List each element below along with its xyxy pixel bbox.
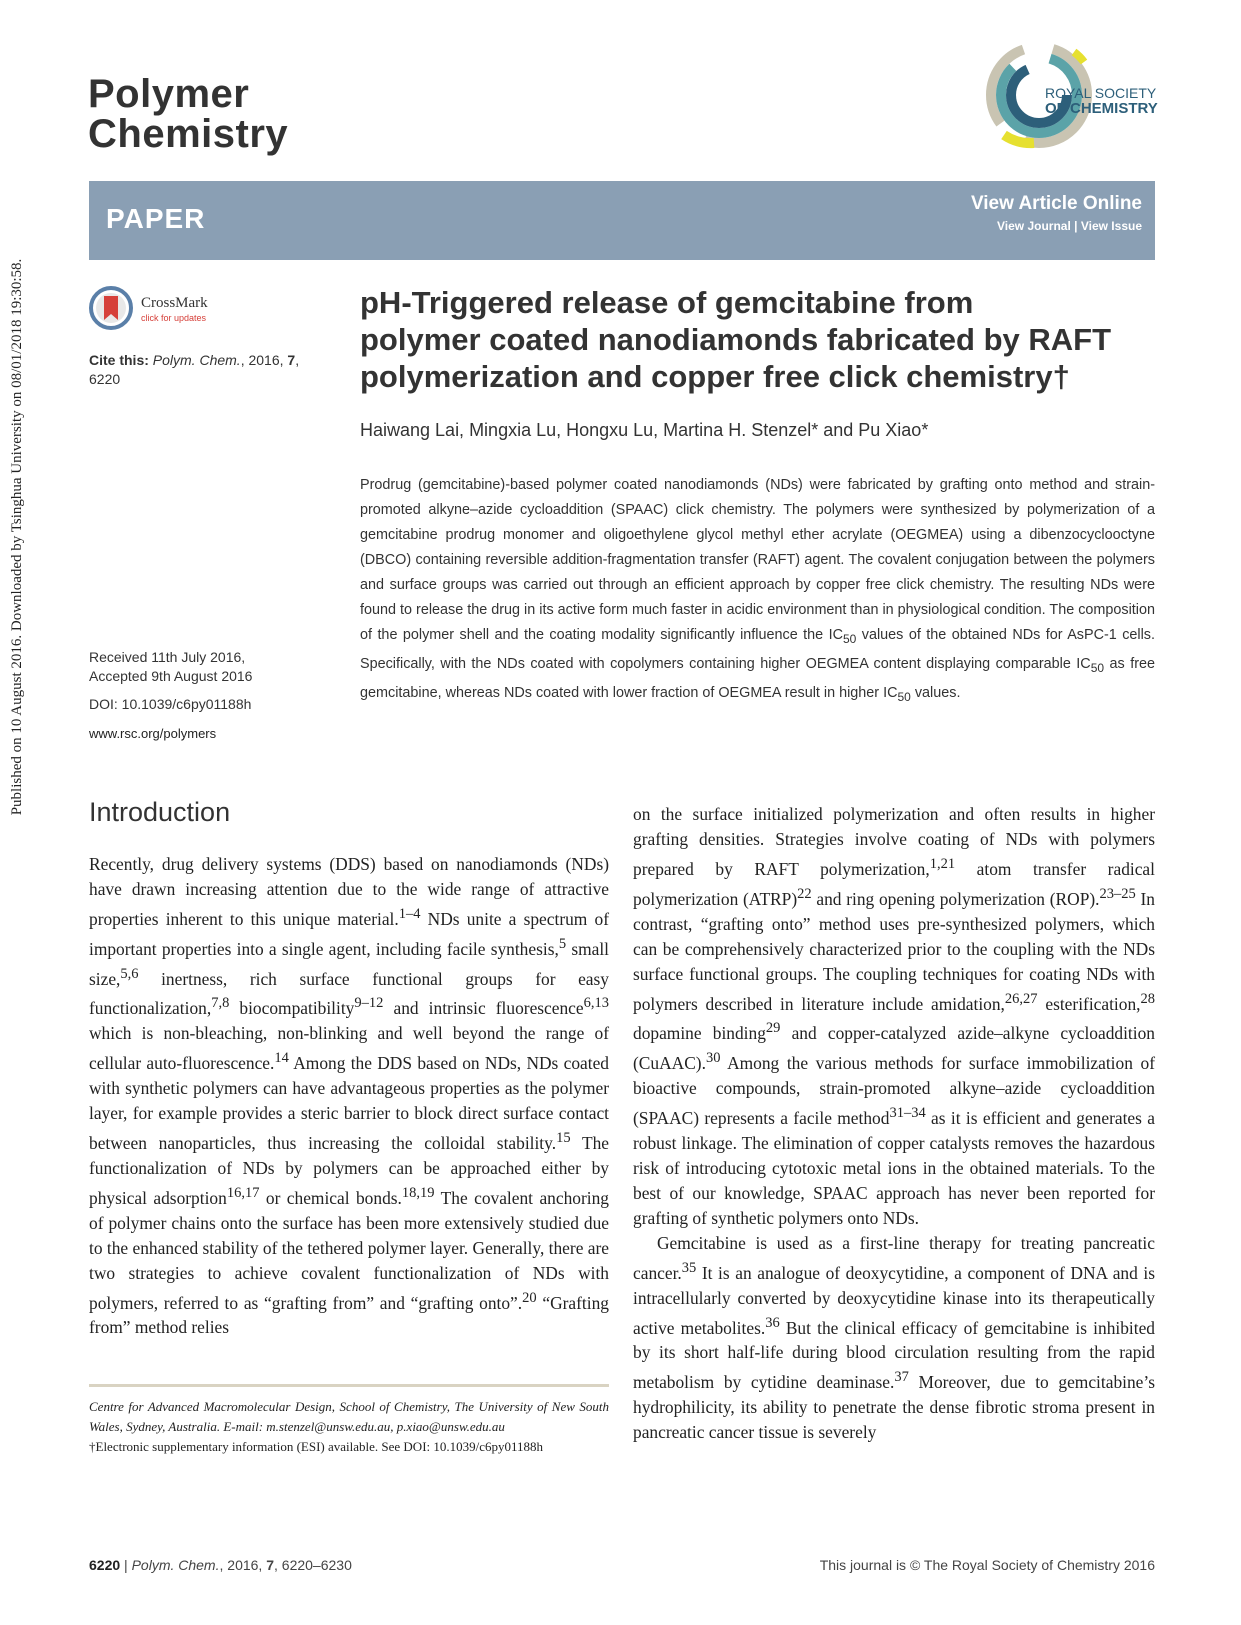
intro-paragraph-3 bbox=[633, 1231, 1155, 1445]
text: The covalent anchoring of polymer chains onto the surface has been more extensively studied due to the enhanced stability of the tethered polymer layer. Generally, there are two strategies to achieve covalent functionalization of NDs with polymers, referred to as “grafting from” and “grafting onto”. bbox=[89, 1187, 609, 1313]
text: on the surface initialized polymerization and often results in higher grafting densities. Strategies involve coating of NDs with polymers prepared by RAFT polymerization, bbox=[633, 804, 1155, 879]
title-line3: polymerization and copper free click chemistry bbox=[360, 359, 1053, 394]
text: Recently, drug delivery systems (DDS) based on nanodiamonds (NDs) have drawn increasing attention due to the wide range of attractive properties inherent to this unique material. bbox=[89, 854, 609, 929]
text: and ring opening polymerization (ROP). bbox=[811, 888, 1100, 909]
rsc-logo-line1: ROYAL SOCIETY bbox=[1045, 85, 1157, 101]
citation-ref[interactable]: 5,6 bbox=[120, 965, 139, 982]
section-label: PAPER bbox=[106, 203, 206, 234]
citation-ref[interactable]: 5 bbox=[558, 935, 567, 952]
citation-ref[interactable]: 14 bbox=[274, 1050, 289, 1067]
rsc-logo-text bbox=[1045, 85, 1158, 117]
citation-ref[interactable]: 1–4 bbox=[398, 906, 421, 922]
abstract-sub-3: 50 bbox=[897, 689, 911, 704]
intro-paragraph-1 bbox=[89, 852, 609, 1340]
journal-title bbox=[88, 74, 348, 154]
link-separator: | bbox=[1074, 219, 1078, 233]
text: But the clinical efficacy of gemcitabine is inhibited by its short half-life during blood circulation resulting from the rapid metabolism by cytidine deaminase. bbox=[633, 1317, 1155, 1393]
text: small size, bbox=[89, 938, 609, 989]
footnotes bbox=[89, 1397, 609, 1457]
footer-pages: , 6220–6230 bbox=[274, 1557, 352, 1573]
text: or chemical bonds. bbox=[259, 1187, 402, 1208]
view-article-online-link[interactable]: View Article Online bbox=[970, 193, 1142, 214]
citation-ref[interactable]: 29 bbox=[765, 1020, 781, 1037]
citation-ref[interactable]: 35 bbox=[681, 1259, 697, 1276]
crossmark-name: CrossMark bbox=[141, 295, 208, 311]
journal-title-line2: Chemistry bbox=[88, 112, 289, 156]
abstract bbox=[360, 473, 1155, 710]
cite-this bbox=[89, 351, 329, 389]
publication-side-note: Published on 10 August 2016. Downloaded by Tsinghua University on 08/01/2018 19:30:58. bbox=[9, 258, 25, 816]
footer-sep: | bbox=[120, 1557, 132, 1573]
view-issue-link[interactable]: View Issue bbox=[1080, 219, 1142, 233]
crossmark-label[interactable] bbox=[141, 296, 208, 326]
authors: Haiwang Lai, Mingxia Lu, Hongxu Lu, Martina H. Stenzel* and Pu Xiao* bbox=[360, 420, 929, 440]
cite-year: , 2016, bbox=[240, 352, 288, 368]
citation-ref[interactable]: 36 bbox=[765, 1314, 780, 1331]
journal-website-link[interactable]: www.rsc.org/polymers bbox=[89, 726, 217, 741]
text: NDs unite a spectrum of important properties into a single agent, including facile synthesis, bbox=[89, 908, 609, 959]
footer-page-number: 6220 bbox=[89, 1557, 121, 1573]
text: The functionalization of NDs by polymers can be approached either by physical adsorption bbox=[89, 1132, 609, 1208]
footer-journal: Polym. Chem. bbox=[131, 1557, 220, 1573]
citation-ref[interactable]: 9–12 bbox=[354, 995, 384, 1012]
rsc-logo-line2: OF CHEMISTRY bbox=[1045, 100, 1158, 117]
text: biocompatibility bbox=[229, 998, 355, 1019]
text: Among the DDS based on NDs, NDs coated with synthetic polymers can have advantageous properties as the polymer layer, for example provides a steric barrier to block direct surface contact between nanoparticles, thus increasing the colloidal stability. bbox=[89, 1052, 610, 1153]
crossmark-icon[interactable] bbox=[89, 286, 133, 330]
text: inertness, rich surface functional groups for easy functionalization, bbox=[89, 968, 609, 1019]
cite-volume: 7 bbox=[287, 352, 296, 368]
cite-journal: Polym. Chem. bbox=[152, 352, 241, 368]
view-journal-link[interactable]: View Journal bbox=[996, 219, 1071, 233]
citation-ref[interactable]: 30 bbox=[705, 1050, 721, 1067]
title-line2: polymer coated nanodiamonds fabricated by RAFT bbox=[360, 322, 1112, 357]
footnote-divider bbox=[89, 1384, 609, 1387]
text: and intrinsic fluorescence bbox=[383, 998, 584, 1019]
abstract-sub-1: 50 bbox=[842, 631, 857, 646]
citation-ref[interactable]: 1,21 bbox=[929, 856, 956, 872]
text: which is non-bleaching, non-blinking and well beyond the range of cellular auto-fluorescence. bbox=[89, 1023, 609, 1073]
introduction-heading: Introduction bbox=[89, 797, 231, 827]
footer-year: , 2016, bbox=[219, 1557, 267, 1573]
cite-prefix: Cite this: bbox=[89, 352, 149, 368]
footer-copyright: This journal is © The Royal Society of Chemistry 2016 bbox=[819, 1557, 1155, 1573]
citation-ref[interactable]: 16,17 bbox=[226, 1184, 260, 1201]
citation-ref[interactable]: 22 bbox=[797, 885, 812, 902]
text: Moreover, due to gemcitabine’s hydrophilicity, its ability to penetrate the dense fibrotic stroma present in pancreatic cancer tissue is severely bbox=[633, 1372, 1155, 1443]
doi[interactable]: DOI: 10.1039/c6py01188h bbox=[89, 696, 252, 712]
citation-ref[interactable]: 6,13 bbox=[583, 995, 609, 1012]
view-links bbox=[946, 219, 1142, 233]
text: Among the various methods for surface immobilization of bioactive compounds, strain-promoted alkyne–azide cycloaddition (SPAAC) represents a facile method bbox=[633, 1052, 1155, 1128]
citation-ref[interactable]: 28 bbox=[1140, 990, 1155, 1007]
citation-ref[interactable]: 31–34 bbox=[889, 1104, 926, 1121]
received-dates bbox=[89, 648, 329, 686]
affiliation-footnote: Centre for Advanced Macromolecular Design, School of Chemistry, The University of New South Wales, Sydney, Australia. E-mail: m.stenzel@unsw.edu.au, p.xiao@unsw.edu.au bbox=[89, 1399, 609, 1434]
article-title bbox=[360, 284, 1160, 395]
journal-title-line1: Polymer bbox=[88, 72, 250, 116]
footer-volume: 7 bbox=[266, 1557, 274, 1573]
citation-ref[interactable]: 15 bbox=[556, 1129, 571, 1146]
text: dopamine binding bbox=[633, 1023, 766, 1044]
abstract-text-4: values. bbox=[910, 684, 961, 701]
title-dagger[interactable]: † bbox=[1052, 359, 1070, 394]
text: atom transfer radical polymerization (ATRP) bbox=[633, 858, 1155, 909]
title-line1: pH-Triggered release of gemcitabine from bbox=[360, 285, 974, 320]
intro-right-column bbox=[633, 802, 1155, 1445]
citation-ref[interactable]: 23–25 bbox=[1099, 885, 1136, 902]
abstract-text-2: values of the obtained NDs for AsPC-1 cells. Specifically, with the NDs coated with copolymers containing higher OEGMEA content displaying comparable IC bbox=[360, 627, 1156, 672]
crossmark-sub: click for updates bbox=[141, 313, 207, 323]
footer-citation bbox=[89, 1557, 352, 1573]
abstract-text-3: as free gemcitabine, whereas NDs coated with lower fraction of OEGMEA result in higher IC bbox=[360, 655, 1155, 701]
citation-ref[interactable]: 7,8 bbox=[211, 995, 230, 1012]
accepted-date: Accepted 9th August 2016 bbox=[89, 668, 253, 684]
intro-left-column bbox=[89, 852, 609, 1340]
intro-paragraph-2 bbox=[633, 802, 1155, 1231]
cite-sep: , bbox=[295, 352, 300, 368]
citation-ref[interactable]: 37 bbox=[894, 1369, 909, 1386]
abstract-text-1: Prodrug (gemcitabine)-based polymer coated nanodiamonds (NDs) were fabricated by grafting onto method and strain-promoted alkyne–azide cycloaddition (SPAAC) click chemistry. The polymers were synthesized by polymerization of a gemcitabine prodrug monomer and oligoethylene glycol methyl ether acrylate (OEGMEA) using a dibenzocyclooctyne (DBCO) containing reversible addition-fragmentation transfer (RAFT) agent. The covalent conjugation between the polymers and surface groups was carried out through an efficient approach by copper free click chemistry. The resulting NDs were found to release the drug in its active form much faster in acidic environment than in physiological condition. The composition of the polymer shell and the coating modality significantly influence the IC bbox=[360, 477, 1155, 643]
text: esterification, bbox=[1037, 993, 1141, 1014]
text: Gemcitabine is used as a first-line therapy for treating pancreatic cancer. bbox=[633, 1232, 1155, 1283]
text: It is an analogue of deoxycytidine, a component of DNA and is intracellularly converted by deoxycytidine kinase into its therapeutically active metabolites. bbox=[633, 1262, 1155, 1338]
received-date: Received 11th July 2016, bbox=[89, 649, 246, 665]
text: In contrast, “grafting onto” method uses pre-synthesized polymers, which can be comprehensively characterized prior to the coupling with the NDs surface functional groups. The coupling techniques for coating NDs with polymers described in literature include amidation, bbox=[633, 888, 1155, 1014]
esi-footnote: †Electronic supplementary information (ESI) available. See DOI: 10.1039/c6py01188h bbox=[89, 1439, 544, 1454]
abstract-sub-2: 50 bbox=[1090, 660, 1105, 675]
text: and copper-catalyzed azide–alkyne cycloaddition (CuAAC). bbox=[633, 1023, 1155, 1073]
citation-ref[interactable]: 26,27 bbox=[1004, 990, 1038, 1007]
text: “Grafting from” method relies bbox=[89, 1292, 609, 1338]
citation-ref[interactable]: 18,19 bbox=[401, 1184, 435, 1201]
text: as it is efficient and generates a robust linkage. The elimination of copper catalysts removes the hazardous risk of introducing cytotoxic metal ions in the obtained materials. To the best of our knowledge, SPAAC approach has never been reported for grafting of synthetic polymers onto NDs. bbox=[633, 1107, 1155, 1228]
citation-ref[interactable]: 20 bbox=[522, 1289, 537, 1306]
cite-page: 6220 bbox=[89, 371, 121, 387]
